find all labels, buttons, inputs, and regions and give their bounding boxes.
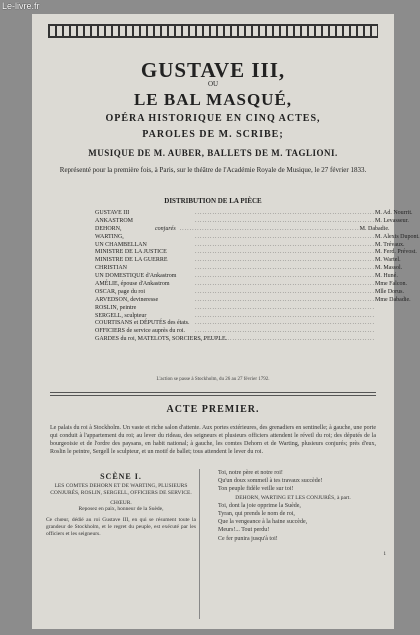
cast-row: [95, 336, 375, 344]
cast-role: DEHORN,: [95, 225, 122, 232]
cast-actor: Mme Dabadie.: [375, 296, 411, 303]
act-description: Le palais du roi à Stockholm. Un vaste et riche salon d'attente. Aux portes extérieures, des grenadiers en sentinelle; à gauche, une porte qui conduit à l'appartement du roi; au lever du rideau, des seigneurs et plusieurs officiers attendent le réveil du roi; des députés de la bourgeoisie et de l'ordre des paysans, en habit national; à gauche, les comtes Dehorn et de Warting, plusieurs conjurés; près d'eux, Roslin le peintre, Sergell le sculpteur, et un motif de ballet; tous attendent le lever du roi.: [50, 425, 376, 455]
cast-role: GUSTAVE III: [95, 210, 130, 216]
cast-actor: Mme Falcon.: [375, 281, 407, 288]
dot-leader: ........................................................................: [195, 281, 375, 288]
conspirators-label: conjurés: [155, 225, 176, 232]
scene-note: Ce chœur, dédié au roi Gustave III, en qui se résument toute la grandeur de Stockholm, et le regret du peuple, est exécuté par les officiers et les seigneurs.: [46, 517, 196, 537]
verse-line: Que la vengeance à la haine succède,: [218, 519, 308, 526]
dot-leader: ........................................................................: [195, 328, 375, 335]
cast-actor: M. Trévaux.: [375, 241, 405, 248]
dot-leader: ........................................................................: [195, 257, 375, 264]
paroles-line: PAROLES DE M. SCRIBE;: [142, 129, 284, 140]
divider-rule: [50, 392, 376, 393]
verse-line: Ton peuple fidèle veille sur toi!: [218, 486, 294, 493]
dot-leader: ........................................................................: [195, 320, 375, 327]
cast-role: UN CHAMBELLAN: [95, 241, 147, 248]
subtitle: LE BAL MASQUÉ,: [133, 90, 293, 109]
dot-leader: ........................................................................: [195, 233, 375, 240]
verse-line: Qu'un doux sommeil à tes travaux succède!: [218, 478, 323, 485]
cast-actor: M. Wartel.: [375, 257, 401, 264]
cast-row: [95, 210, 413, 218]
cast-actor: M. Huné.: [375, 273, 398, 280]
dot-leader: ........................................................................: [195, 249, 375, 256]
dot-leader: ........................................................................: [195, 336, 375, 343]
action-note: L'action se passe à Stockholm, du 26 au 27 février 1792.: [156, 377, 270, 382]
verse-line: Toi, dont la joie opprime la Suède,: [218, 502, 301, 509]
cast-actor: M. Levasseur.: [375, 217, 409, 224]
cast-row: [95, 281, 407, 289]
representation-line: Représenté pour la première fois, à Paris, sur le théâtre de l'Académie Royale de Musique, le 27 février 1833.: [59, 166, 367, 174]
cast-row: [95, 328, 375, 336]
cast-row: [95, 249, 417, 257]
dot-leader: ........................................................................: [195, 241, 375, 248]
cast-list: [95, 210, 420, 344]
dot-leader: ........................................................................: [195, 265, 375, 272]
act-title: ACTE PREMIER.: [166, 404, 260, 415]
cast-row: [95, 257, 401, 265]
left-column: [46, 472, 196, 538]
cast-role: WARTING,: [95, 233, 124, 240]
right-column: [204, 469, 382, 543]
cast-actor: M. Alexis Dupont.: [375, 233, 420, 240]
dot-leader: ........................................................................: [179, 225, 360, 232]
dot-leader: ........................................................................: [195, 288, 375, 295]
cast-role: ROSLIN, peintre: [95, 304, 137, 311]
watermark-text: Le-livre.fr: [2, 1, 40, 11]
cast-role: MINISTRE DE LA JUSTICE: [95, 249, 167, 256]
speaker-label: CHŒUR.: [110, 500, 132, 506]
dot-leader: ........................................................................: [195, 210, 375, 216]
cast-row: [95, 320, 375, 328]
cast-row: [95, 273, 398, 281]
cast-actor: M. Massol.: [375, 265, 403, 272]
verse-line: Tyran, qui prends le nom de roi,: [218, 511, 295, 518]
cast-row: [95, 241, 405, 250]
cast-role: ARVEDSON, devineresse: [95, 296, 159, 303]
verse-line: Meurs!... Tout perdu!: [218, 527, 270, 534]
cast-role: AMÉLIE, épouse d'Ankastrom: [95, 281, 170, 288]
dot-leader: ........................................................................: [195, 273, 375, 280]
cast-actor: Mlle Dorus.: [375, 288, 404, 295]
dot-leader: ........................................................................: [195, 304, 375, 311]
title-conjunction: OU: [207, 80, 219, 88]
cast-actor: M. Dabadie.: [359, 225, 390, 232]
cast-row: [95, 225, 390, 234]
dot-leader: ........................................................................: [195, 217, 375, 224]
cast-role: UN DOMESTIQUE d'Ankastrom: [95, 273, 177, 280]
cast-row: [95, 305, 375, 313]
cast-row: [95, 288, 404, 297]
divider-rule: [50, 395, 376, 396]
main-title: GUSTAVE III,: [140, 58, 286, 82]
verse-line: Reposez en paix, honneur de la Suède,: [78, 506, 164, 512]
dot-leader: ........................................................................: [195, 296, 375, 303]
cast-role: ANKASTROM: [95, 217, 134, 224]
ornament-border: [48, 24, 378, 38]
genre-line: OPÉRA HISTORIQUE EN CINQ ACTES,: [105, 113, 321, 124]
dot-leader: ........................................................................: [195, 312, 375, 319]
musique-line: MUSIQUE DE M. AUBER, BALLETS DE M. TAGLIONI.: [88, 148, 338, 158]
cast-actor: M. Ad. Nourrit.: [375, 210, 413, 216]
cast-role: OSCAR, page du roi: [95, 288, 145, 295]
cast-row: [95, 296, 411, 305]
cast-role: MINISTRE DE LA GUERRE: [95, 257, 168, 264]
column-divider: [199, 469, 200, 619]
cast-role: OFFICIERS de service auprès du roi.: [95, 328, 185, 335]
cast-row: [95, 233, 420, 242]
cast-row: [95, 265, 403, 273]
verse-line: Ce fer punira jusqu'à toi!: [218, 535, 278, 542]
scene-description: LES COMTES DEHORN ET DE WARTING, PLUSIEURS CONJURÉS, ROSLIN, SERGELL, OFFICIERS DE SERVICE.: [50, 483, 192, 496]
cast-actor: M. Ferd. Prévost.: [375, 249, 417, 256]
distribution-heading: DISTRIBUTION DE LA PIÈCE: [164, 197, 262, 205]
cast-role: CHRISTIAN: [95, 265, 128, 272]
cast-row: [95, 217, 409, 226]
cast-role: COURTISANS et DÉPUTÉS des états.: [95, 320, 190, 327]
document-page: [32, 14, 420, 629]
cast-role: GARDES du roi, MATELOTS, SORCIERS, PEUPLE.: [95, 336, 228, 343]
cast-role: SERGELL, sculpteur: [95, 312, 147, 319]
verse-line: Toi, notre père et notre roi!: [218, 470, 283, 476]
page-number: 1: [383, 552, 386, 557]
speaker-label: DEHORN, WARTING ET LES CONJURÉS, à part.: [235, 494, 351, 501]
scene-title: SCÈNE I.: [100, 472, 142, 481]
